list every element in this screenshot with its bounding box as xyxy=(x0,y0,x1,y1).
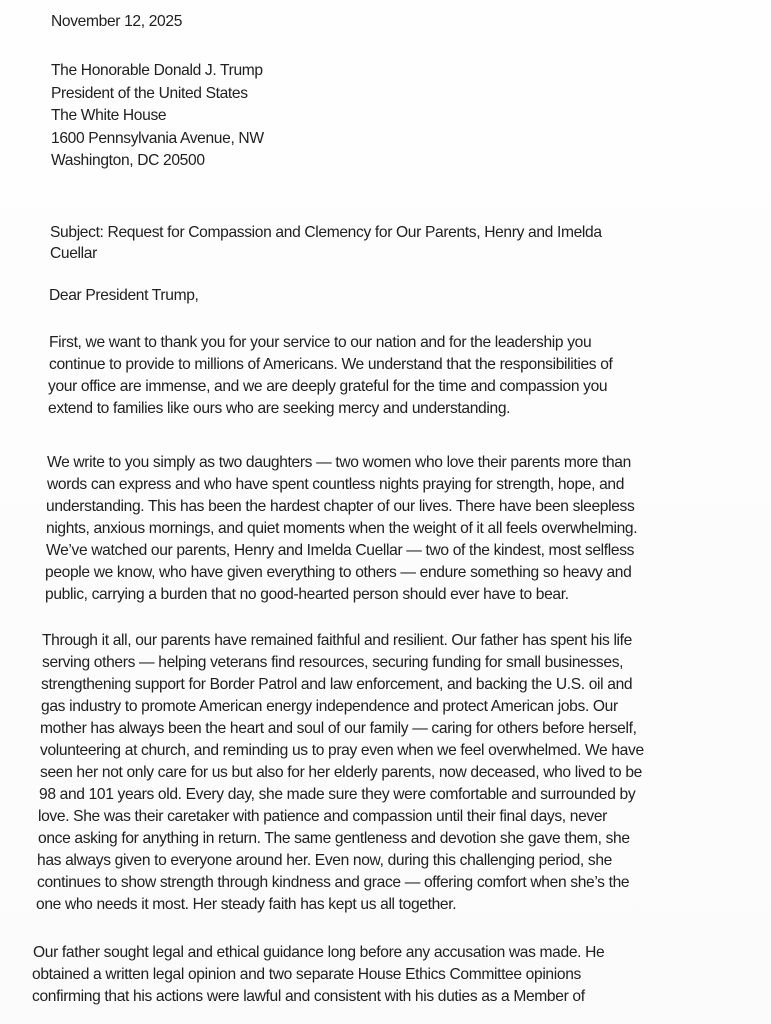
paragraph-line: seen her not only care for us but also for her elderly parents, now deceased, who lived to be xyxy=(40,764,642,781)
paragraph-line: serving others — helping veterans find resources, securing funding for small businesses, xyxy=(42,654,624,671)
address-line: Washington, DC 20500 xyxy=(51,152,205,169)
salutation: Dear President Trump, xyxy=(49,287,199,304)
paragraph-line: mother has always been the heart and soul of our family — caring for others before herself, xyxy=(40,720,637,737)
paragraph-line: understanding. This has been the hardest chapter of our lives. There have been sleepless xyxy=(46,498,635,515)
subject-text: Subject: Request for Compassion and Clemency for Our Parents, Henry and Imelda xyxy=(50,224,602,241)
paragraph-line: confirming that his actions were lawful and consistent with his duties as a Member of xyxy=(32,988,585,1005)
address-line: The White House xyxy=(51,107,167,124)
paragraph-line: strengthening support for Border Patrol and law enforcement, and backing the U.S. oil and xyxy=(41,676,633,693)
paragraph-line: obtained a written legal opinion and two separate House Ethics Committee opinions xyxy=(32,966,581,983)
paragraph-line: one who needs it most. Her steady faith has kept us all together. xyxy=(36,896,457,913)
address-line: President of the United States xyxy=(51,85,248,102)
paragraph-line: once asking for anything in return. The same gentleness and devotion she gave them, she xyxy=(38,830,630,847)
paragraph-line: Our father sought legal and ethical guidance long before any accusation was made. He xyxy=(33,944,605,961)
address-line: The Honorable Donald J. Trump xyxy=(51,62,263,79)
paragraph-line: We’ve watched our parents, Henry and Imelda Cuellar — two of the kindest, most selfless xyxy=(46,542,635,559)
paragraph-line: words can express and who have spent countless nights praying for strength, hope, and xyxy=(47,476,625,493)
paragraph-line: nights, anxious mornings, and quiet moments when the weight of it all feels overwhelming. xyxy=(46,520,638,537)
paragraph-line: public, carrying a burden that no good-hearted person should ever have to bear. xyxy=(45,586,569,603)
paragraph-line: continue to provide to millions of Americans. We understand that the responsibilities of xyxy=(49,356,613,373)
paragraph-line: gas industry to promote American energy independence and protect American jobs. Our xyxy=(41,698,618,715)
paragraph-line: extend to families like ours who are seeking mercy and understanding. xyxy=(48,400,511,417)
paragraph-line: First, we want to thank you for your service to our nation and for the leadership you xyxy=(49,334,592,351)
paragraph-line: 98 and 101 years old. Every day, she made sure they were comfortable and surrounded by xyxy=(39,786,636,803)
subject-text: Cuellar xyxy=(50,245,97,262)
paragraph-line: your office are immense, and we are deeply grateful for the time and compassion you xyxy=(48,378,608,395)
paragraph-line: people we know, who have given everything to others — endure something so heavy and xyxy=(45,564,632,581)
paragraph-line: Through it all, our parents have remained faithful and resilient. Our father has spent his life xyxy=(42,632,632,649)
paragraph-line: has always given to everyone around her. Even now, during this challenging period, she xyxy=(37,852,612,869)
paragraph-line: We write to you simply as two daughters — two women who love their parents more than xyxy=(47,454,631,471)
paragraph-line: love. She was their caretaker with patience and compassion until their final days, never xyxy=(38,808,608,825)
paragraph-line: volunteering at church, and reminding us to pray even when we feel overwhelmed. We have xyxy=(40,742,644,759)
address-line: 1600 Pennsylvania Avenue, NW xyxy=(51,130,264,147)
letter-date: November 12, 2025 xyxy=(51,13,183,30)
paragraph-line: continues to show strength through kindness and grace — offering comfort when she’s the xyxy=(37,874,630,891)
